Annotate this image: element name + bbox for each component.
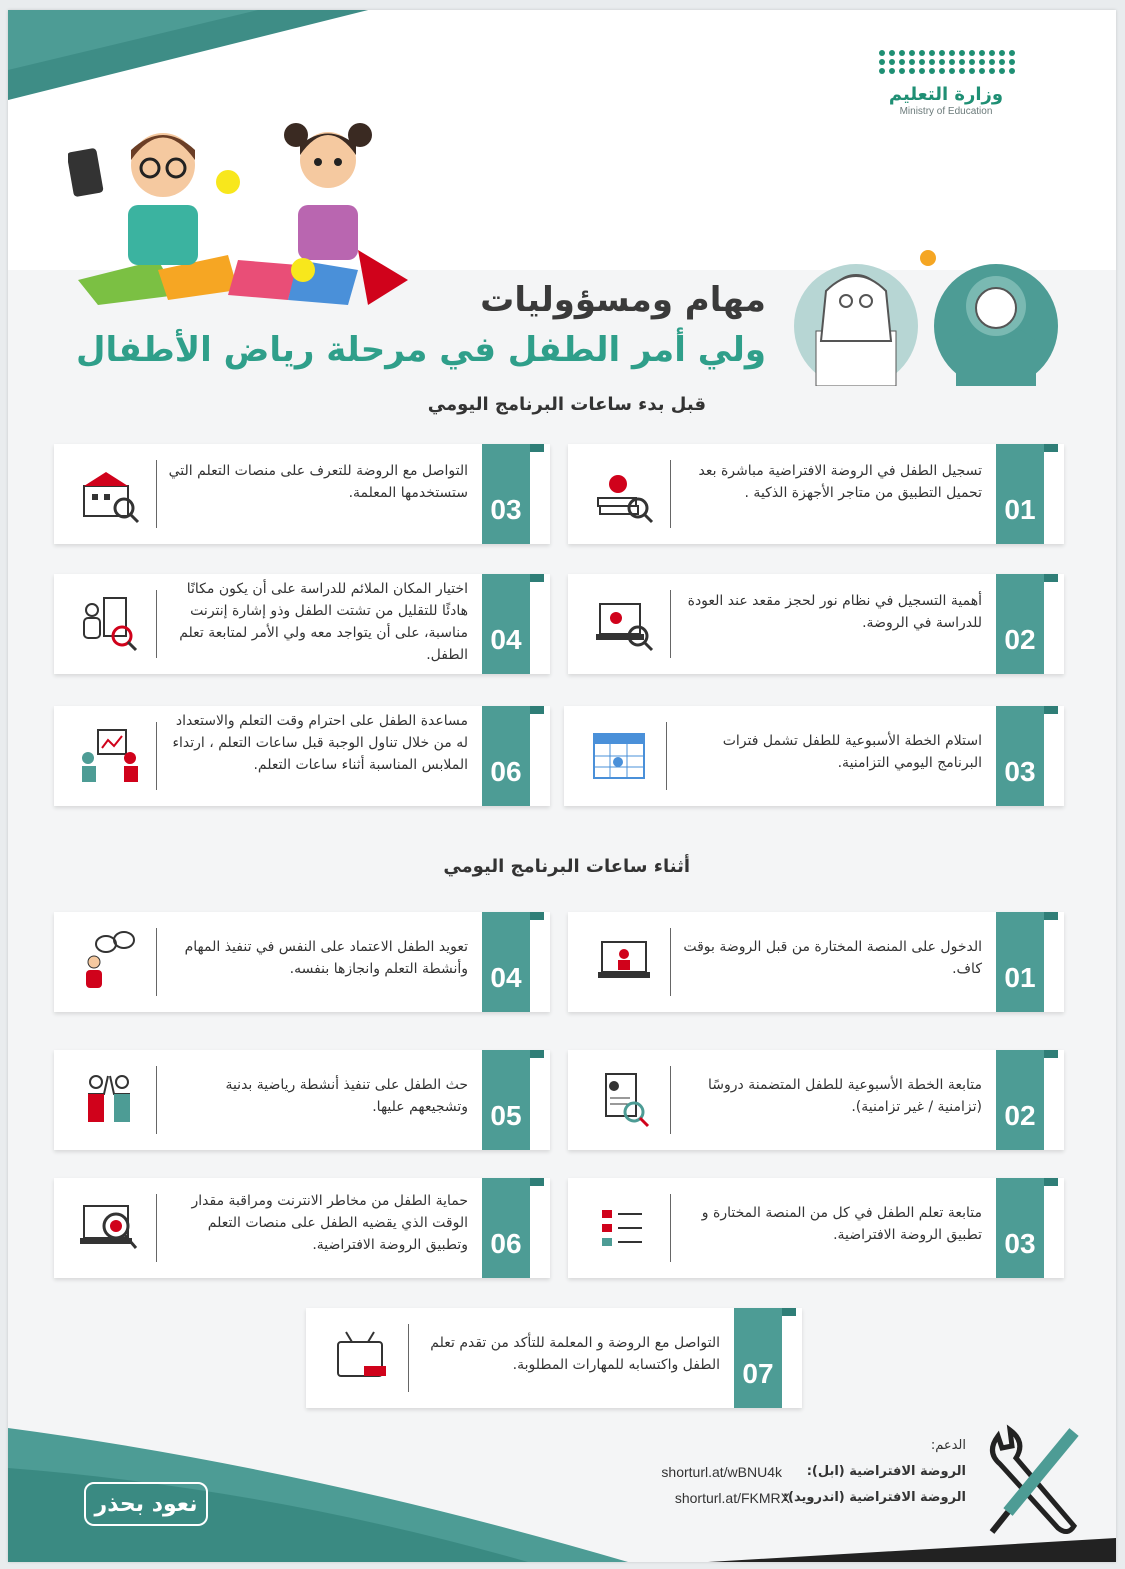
support-label: الدعم: <box>930 1438 966 1453</box>
school-building-icon <box>78 462 142 526</box>
support-android-link[interactable]: shorturl.at/FKMRX <box>674 1490 790 1506</box>
before-card-6 <box>54 706 550 806</box>
page-subtitle: ولي أمر الطفل في مرحلة رياض الأطفال <box>76 330 766 370</box>
people-board-icon <box>78 724 142 788</box>
card-divider <box>670 1194 671 1262</box>
before-card-3 <box>564 706 1064 806</box>
card-number: 07 <box>734 1308 782 1408</box>
ministry-name-en: Ministry of Education <box>899 106 993 117</box>
card-number: 02 <box>996 574 1044 674</box>
children-illustration <box>68 110 428 310</box>
card-number: 01 <box>996 912 1044 1012</box>
person-door-search-icon <box>78 592 142 656</box>
card-text: حث الطفل على تنفيذ أنشطة رياضية بدنية وتشجيعهم عليها. <box>225 1077 468 1115</box>
people-high-five-icon <box>78 1068 142 1132</box>
card-text: اختيار المكان الملائم للدراسة على أن يكون مكانًا هادئًا للتقليل من تشتت الطفل وذو إشارة إنترنت مناسبة، على أن يتواجد معه ولي الأمر لمتابعة تعلم الطفل. <box>179 581 468 663</box>
card-divider <box>670 928 671 996</box>
during-card-3 <box>568 1178 1064 1278</box>
parents-illustration <box>786 246 1076 386</box>
card-text: أهمية التسجيل في نظام نور لحجز مقعد عند العودة للدراسة في الروضة. <box>687 593 982 631</box>
before-card-1 <box>568 444 1064 544</box>
books-apple-magnifier-icon <box>592 462 656 526</box>
during-card-7 <box>306 1308 802 1408</box>
infographic-sheet <box>8 10 1116 1562</box>
card-divider <box>670 1066 671 1134</box>
laptop-search-icon <box>592 592 656 656</box>
during-card-5 <box>54 1050 550 1150</box>
card-number: 06 <box>482 1178 530 1278</box>
card-divider <box>670 590 671 658</box>
card-text: تعويد الطفل الاعتماد على النفس في تنفيذ المهام وأنشطة التعلم وانجازها بنفسه. <box>184 939 468 977</box>
before-card-5 <box>54 574 550 674</box>
calendar-icon <box>588 724 652 788</box>
card-text: متابعة تعلم الطفل في كل من المنصة المختارة و تطبيق الروضة الافتراضية. <box>701 1205 982 1243</box>
card-divider <box>156 1066 157 1134</box>
card-divider <box>408 1324 409 1392</box>
laptop-magnifier-icon <box>78 1196 142 1260</box>
card-text: استلام الخطة الأسبوعية للطفل تشمل فترات البرنامج اليومي التزامنية. <box>722 733 982 771</box>
card-divider <box>666 722 667 790</box>
laptop-teacher-icon <box>592 930 656 994</box>
during-card-6 <box>54 1178 550 1278</box>
card-number: 05 <box>482 1050 530 1150</box>
section-during-title: أثناء ساعات البرنامج اليومي <box>443 856 690 877</box>
support-ios-label: الروضة الافتراضية (ابل): <box>806 1464 966 1479</box>
card-number: 03 <box>482 444 530 544</box>
card-number: 04 <box>482 574 530 674</box>
card-number: 03 <box>996 706 1044 806</box>
during-card-4 <box>54 912 550 1012</box>
card-text: تسجيل الطفل في الروضة الافتراضية مباشرة بعد تحميل التطبيق من متاجر الأجهزة الذكية . <box>698 463 982 501</box>
checklist-icon <box>592 1196 656 1260</box>
card-text: حماية الطفل من مخاطر الانترنت ومراقبة مقدار الوقت الذي يقضيه الطفل على منصات التعلم وتطبيق الروضة الافتراضية. <box>191 1193 468 1253</box>
card-divider <box>156 460 157 528</box>
card-text: التواصل مع الروضة للتعرف على منصات التعلم التي ستستخدمها المعلمة. <box>168 463 468 501</box>
card-divider <box>156 590 157 658</box>
support-android-label: الروضة الافتراضية (اندرويد): <box>782 1490 966 1505</box>
card-text: مساعدة الطفل على احترام وقت التعلم والاستعداد له من خلال تناول الوجبة قبل ساعات التعلم ، ارتداء الملابس المناسبة أثناء ساعات التعلم. <box>172 713 468 773</box>
during-card-1 <box>568 912 1064 1012</box>
page-title: مهام ومسؤوليات <box>480 280 766 320</box>
card-number: 06 <box>482 706 530 806</box>
ministry-name-ar: وزارة التعليم <box>888 84 1004 105</box>
card-number: 03 <box>996 1178 1044 1278</box>
tools-icon <box>978 1416 1088 1546</box>
card-number: 02 <box>996 1050 1044 1150</box>
card-number: 01 <box>996 444 1044 544</box>
support-ios-link[interactable]: shorturl.at/wBNU4k <box>661 1464 782 1480</box>
person-speech-icon <box>78 930 142 994</box>
card-text: الدخول على المنصة المختارة من قبل الروضة بوقت كاف. <box>683 939 982 977</box>
before-card-4 <box>54 444 550 544</box>
card-text: متابعة الخطة الأسبوعية للطفل المتضمنة دروسًا (تزامنية / غير تزامنية). <box>708 1077 982 1115</box>
corner-decoration <box>8 10 368 110</box>
card-divider <box>156 928 157 996</box>
tv-hand-icon <box>330 1326 394 1390</box>
report-magnifier-icon <box>592 1068 656 1132</box>
before-card-2 <box>568 574 1064 674</box>
card-divider <box>156 1194 157 1262</box>
card-divider <box>670 460 671 528</box>
back-safely-badge: نعود بحذر <box>84 1482 208 1526</box>
card-text: التواصل مع الروضة و المعلمة للتأكد من تقدم تعلم الطفل واكتسابه للمهارات المطلوبة. <box>430 1335 720 1373</box>
logo-dots-icon <box>876 50 1016 74</box>
card-divider <box>156 722 157 790</box>
during-card-2 <box>568 1050 1064 1150</box>
ministry-logo <box>876 50 1016 117</box>
section-before-title: قبل بدء ساعات البرنامج اليومي <box>427 394 706 415</box>
card-number: 04 <box>482 912 530 1012</box>
